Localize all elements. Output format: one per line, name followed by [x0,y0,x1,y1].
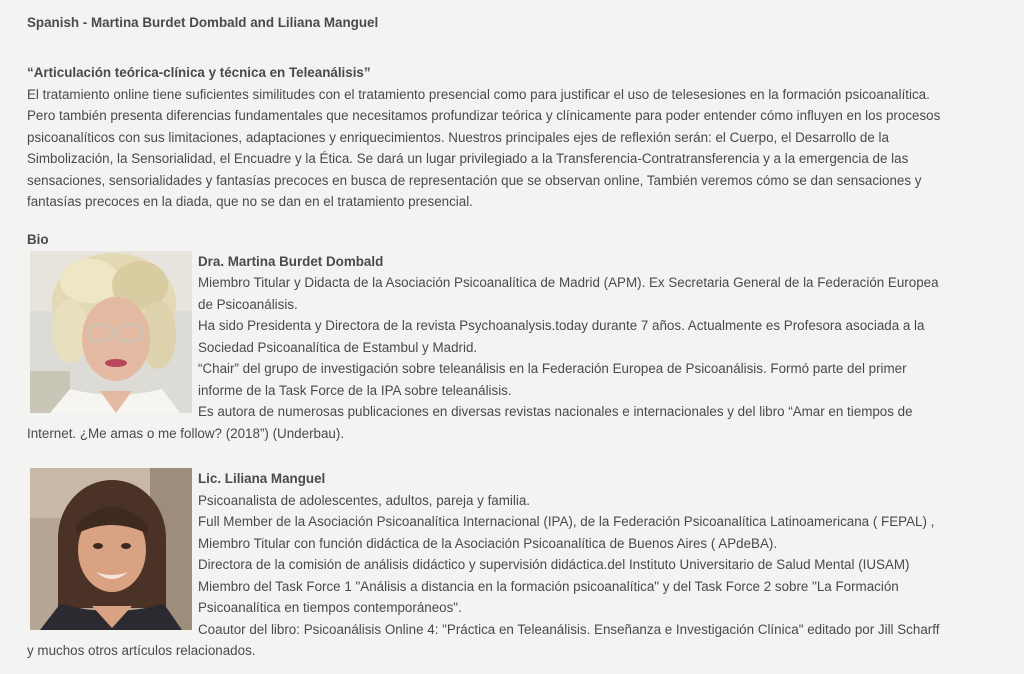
photo-martina-burdet [30,251,192,413]
bio-line: Coautor del libro: Psicoanálisis Online 4: "Práctica en Teleanálisis. Enseñanza e Investigación Clínica" editado por Jill Scharff y muchos otros artículos relacionados. [27,621,940,658]
bio-line: Full Member de la Asociación Psicoanalítica Internacional (IPA), de la Federación Psicoanalítica Latinoamericana ( FEPAL) , [198,514,935,529]
bio-line: Directora de la comisión de análisis didáctico y supervisión didáctica.del Instituto Universitario de Salud Mental (IUSAM) [198,557,910,572]
bio-line: Miembro Titular con función didáctica de la Asociación Psicoanalítica de Buenos Aires ( APdeBA). [198,535,778,551]
bio-line: Ha sido Presidenta y Directora de la revista Psychoanalysis.today durante 7 años. Actualmente es Profesora asociada a la Sociedad Psicoanalítica de Estambul y Madrid. [198,318,925,355]
bio-entry-martina [27,251,947,445]
abstract [27,84,947,213]
person-name: Dra. Martina Burdet Dombald [198,253,384,269]
talk-title: “Articulación teórica-clínica y técnica en Teleanálisis” [27,65,371,80]
bio-entry-liliana [27,468,947,662]
bio-line: Miembro Titular y Didacta de la Asociación Psicoanalítica de Madrid (APM). Ex Secretaria General de la Federación Europea de Psicoanálisis. [198,275,939,312]
bio-line: “Chair” del grupo de investigación sobre teleanálisis en la Federación Europea de Psicoanálisis. Formó parte del primer informe de la Task Force de la IPA sobre teleanálisis. [198,361,907,398]
content [27,12,947,662]
photo-liliana-manguel [30,468,192,630]
bio-heading: Bio [27,231,49,247]
page-title: Spanish - Martina Burdet Dombald and Liliana Manguel [27,15,379,30]
bio-line: Miembro del Task Force 1 "Análisis a distancia en la formación psicoanalítica" y del Task Force 2 sobre "La Formación Psicoanalítica en tiempos contemporáneos". [198,578,899,615]
bio-line: Es autora de numerosas publicaciones en diversas revistas nacionales e internacionales y del libro “Amar en tiempos de Internet. ¿Me amas o me follow? (2018”) (Underbau). [27,404,913,441]
person-name: Lic. Liliana Manguel [198,471,326,486]
abstract-paragraph: El tratamiento online tiene suficientes similitudes con el tratamiento presencial como para justificar el uso de telesesiones en la formación psicoanalítica. Pero también presenta diferencias fundamentales que necesitamos profundizar teórica y clínicamente para poder entender cómo influyen en los procesos psicoanalíticos con sus limitaciones, adaptaciones y enriquecimientos. Nuestros principales ejes de reflexión serán: el Cuerpo, el Desarrollo de la Simbolización, la Sensorialidad, el Encuadre y la Ética. Se dará un lugar privilegiado a la Transferencia-Contratransferencia y a la emergencia de las sensaciones, sensorialidades y fantasías precoces en busca de representación que se observan online, También veremos cómo se dan sensaciones y fantasías precoces en la diada, que no se dan en el tratamiento presencial. [27,86,941,209]
bio-line: Psicoanalista de adolescentes, adultos, pareja y familia. [198,492,530,508]
